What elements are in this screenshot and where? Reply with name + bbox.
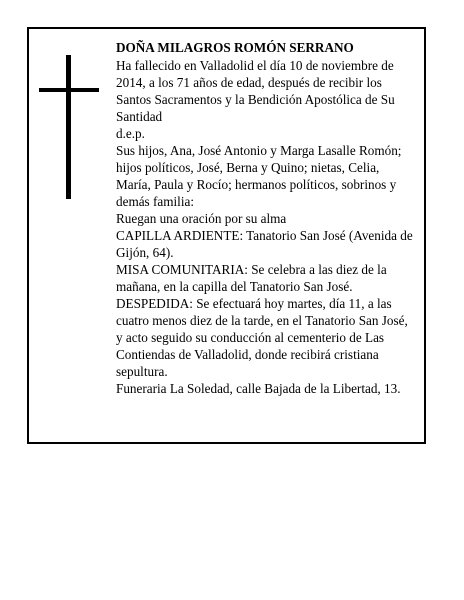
cross-icon xyxy=(39,55,99,199)
deceased-name: DOÑA MILAGROS ROMÓN SERRANO xyxy=(116,40,354,55)
cross-vertical-bar xyxy=(66,55,71,199)
funeral-home: Funeraria La Soledad, calle Bajada de la Libertad, 13. xyxy=(116,381,401,396)
obituary-notice xyxy=(27,27,426,444)
cross-horizontal-bar xyxy=(39,88,99,92)
death-announcement: Ha fallecido en Valladolid el día 10 de noviembre de 2014, a los 71 años de edad, después de recibir los Santos Sacramentos y la Bendición Apostólica de Su Santidad xyxy=(116,58,395,124)
chapel-info: CAPILLA ARDIENTE: Tanatorio San José (Avenida de Gijón, 64). xyxy=(116,228,413,260)
prayer-request: Ruegan una oración por su alma xyxy=(116,211,287,226)
rip-abbreviation: d.e.p. xyxy=(116,126,145,141)
mass-info: MISA COMUNITARIA: Se celebra a las diez de la mañana, en la capilla del Tanatorio San José. xyxy=(116,262,387,294)
family-members: Sus hijos, Ana, José Antonio y Marga Lasalle Romón; hijos políticos, José, Berna y Quino; nietas, Celia, María, Paula y Rocío; hermanos políticos, sobrinos y demás familia: xyxy=(116,143,402,209)
notice-text xyxy=(116,39,414,397)
farewell-info: DESPEDIDA: Se efectuará hoy martes, día 11, a las cuatro menos diez de la tarde, en el Tanatorio San José, y acto seguido su conducción al cementerio de Las Contiendas de Valladolid, donde recibirá cristiana sepultura. xyxy=(116,296,408,379)
